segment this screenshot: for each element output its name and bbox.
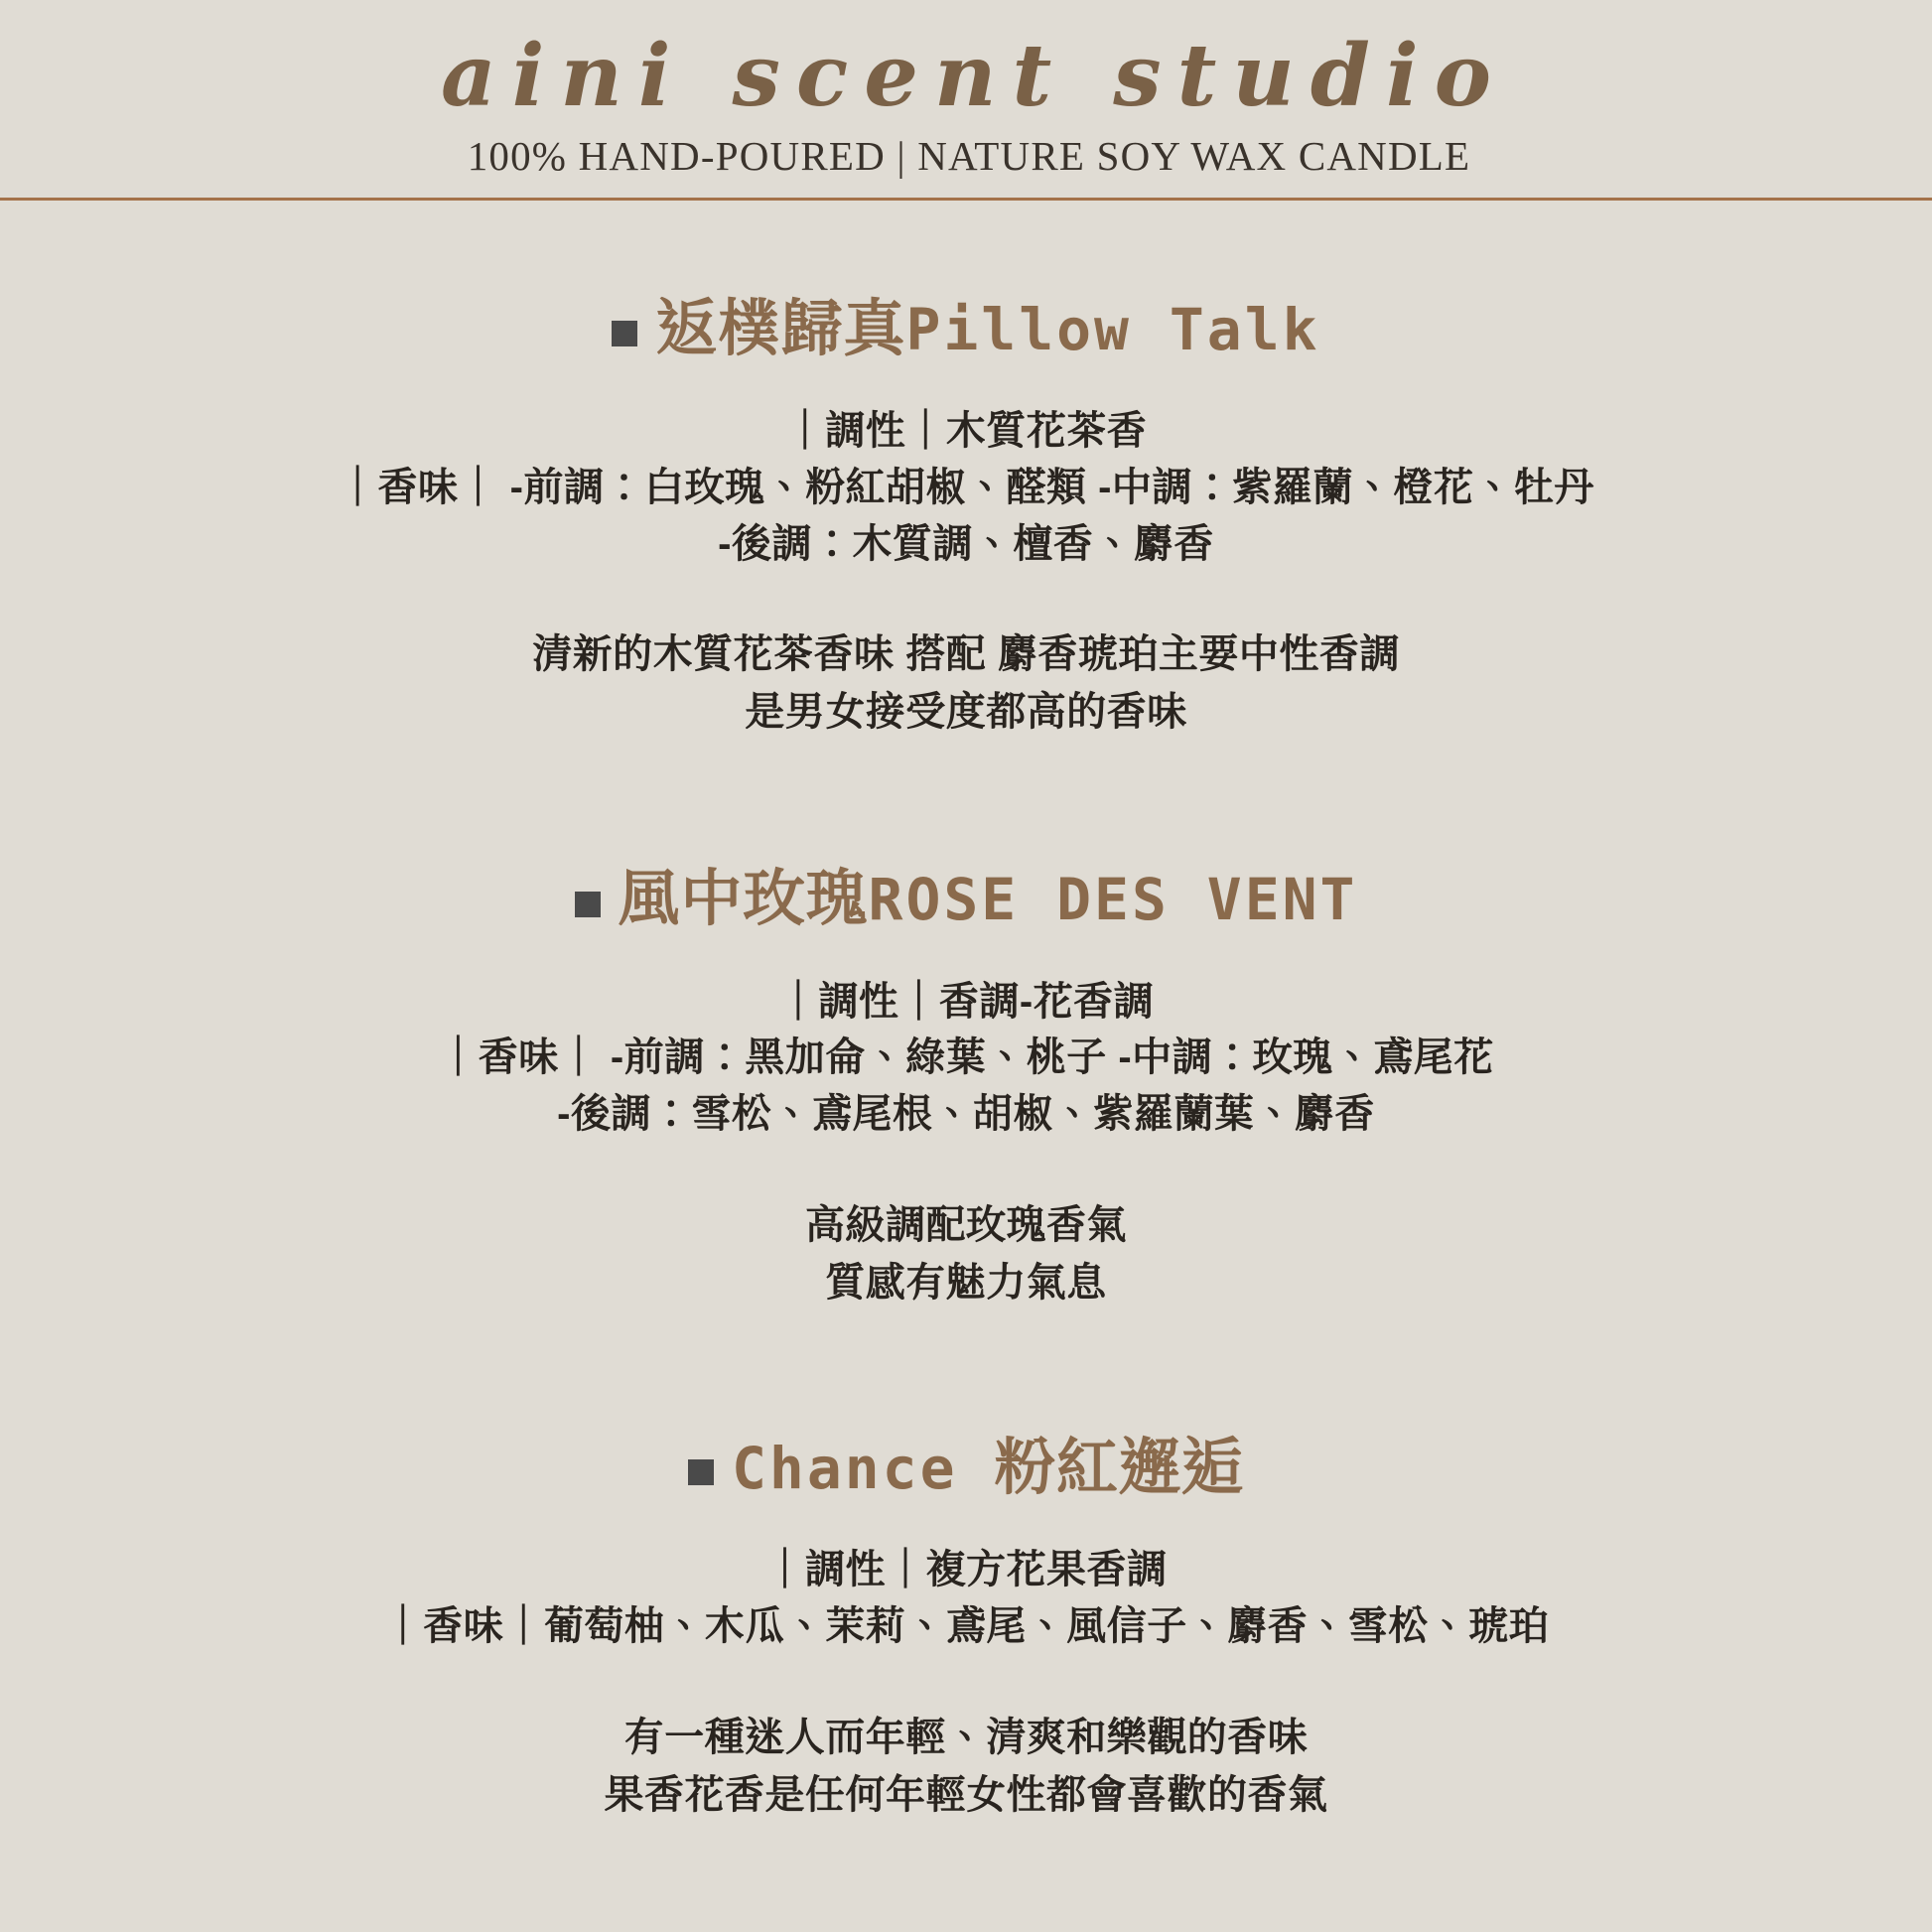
- product-description: [40, 1196, 1892, 1311]
- product-desc-line-2: 質感有魅力氣息: [825, 1261, 1107, 1306]
- product-title-latin: ROSE DES VENT: [868, 866, 1358, 934]
- square-bullet-icon: [688, 1459, 714, 1485]
- product-tone-line: ｜調性｜複方花果香調: [764, 1548, 1168, 1592]
- square-bullet-icon: [575, 892, 601, 917]
- product-desc-line-1: 高級調配玫瑰香氣: [805, 1203, 1127, 1248]
- product-description: [40, 1709, 1892, 1824]
- product-title-cjk: 返樸歸真: [655, 294, 906, 363]
- product-scent-line-2: -後調：雪松、鳶尾根、胡椒、紫羅蘭葉、麝香: [557, 1092, 1375, 1137]
- product-description: [40, 625, 1892, 741]
- product-card: [40, 866, 1892, 1311]
- product-list: [0, 296, 1932, 1824]
- product-title: [40, 296, 1892, 363]
- product-desc-line-2: 是男女接受度都高的香味: [745, 690, 1187, 735]
- product-title-latin: Pillow Talk: [905, 295, 1320, 363]
- product-desc-line-1: 清新的木質花茶香味 搭配 麝香琥珀主要中性香調: [532, 632, 1400, 677]
- brand-title: aini scent studio: [440, 26, 1508, 126]
- product-title: [40, 1435, 1892, 1502]
- product-notes: [40, 974, 1892, 1143]
- header-divider: [0, 198, 1932, 201]
- product-card: [40, 1435, 1892, 1824]
- product-notes: [40, 1542, 1892, 1655]
- product-title-text: [619, 866, 1358, 933]
- product-desc-line-2: 果香花香是任何年輕女性都會喜歡的香氣: [604, 1772, 1328, 1817]
- product-card: [40, 296, 1892, 742]
- square-bullet-icon: [612, 321, 637, 346]
- product-tone-line: ｜調性｜香調-花香調: [777, 979, 1155, 1024]
- product-title: [40, 866, 1892, 933]
- product-notes: [40, 403, 1892, 572]
- product-scent-line-2: -後調：木質調、檀香、麝香: [718, 521, 1214, 566]
- product-title-latin: Chance: [732, 1435, 958, 1503]
- product-scent-line-1: ｜香味｜ -前調：黑加侖、綠葉、桃子 -中調：玫瑰、鳶尾花: [438, 1035, 1494, 1080]
- product-title-cjk: 風中玫瑰: [618, 865, 869, 934]
- product-title-text: [655, 296, 1319, 363]
- product-desc-line-1: 有一種迷人而年輕、清爽和樂觀的香味: [623, 1715, 1309, 1759]
- page-header: [0, 0, 1932, 180]
- product-title-text: [732, 1435, 1244, 1502]
- brand-tagline: 100% HAND-POURED | NATURE SOY WAX CANDLE: [467, 132, 1471, 179]
- product-tone-line: ｜調性｜木質花茶香: [784, 409, 1148, 454]
- product-title-cjk: 粉紅邂逅: [993, 1434, 1244, 1503]
- product-scent-line-1: ｜香味｜葡萄柚、木瓜、茉莉、鳶尾、風信子、麝香、雪松、琥珀: [382, 1604, 1550, 1649]
- product-scent-line-1: ｜香味｜ -前調：白玫瑰、粉紅胡椒、醛類 -中調：紫羅蘭、橙花、牡丹: [338, 465, 1594, 509]
